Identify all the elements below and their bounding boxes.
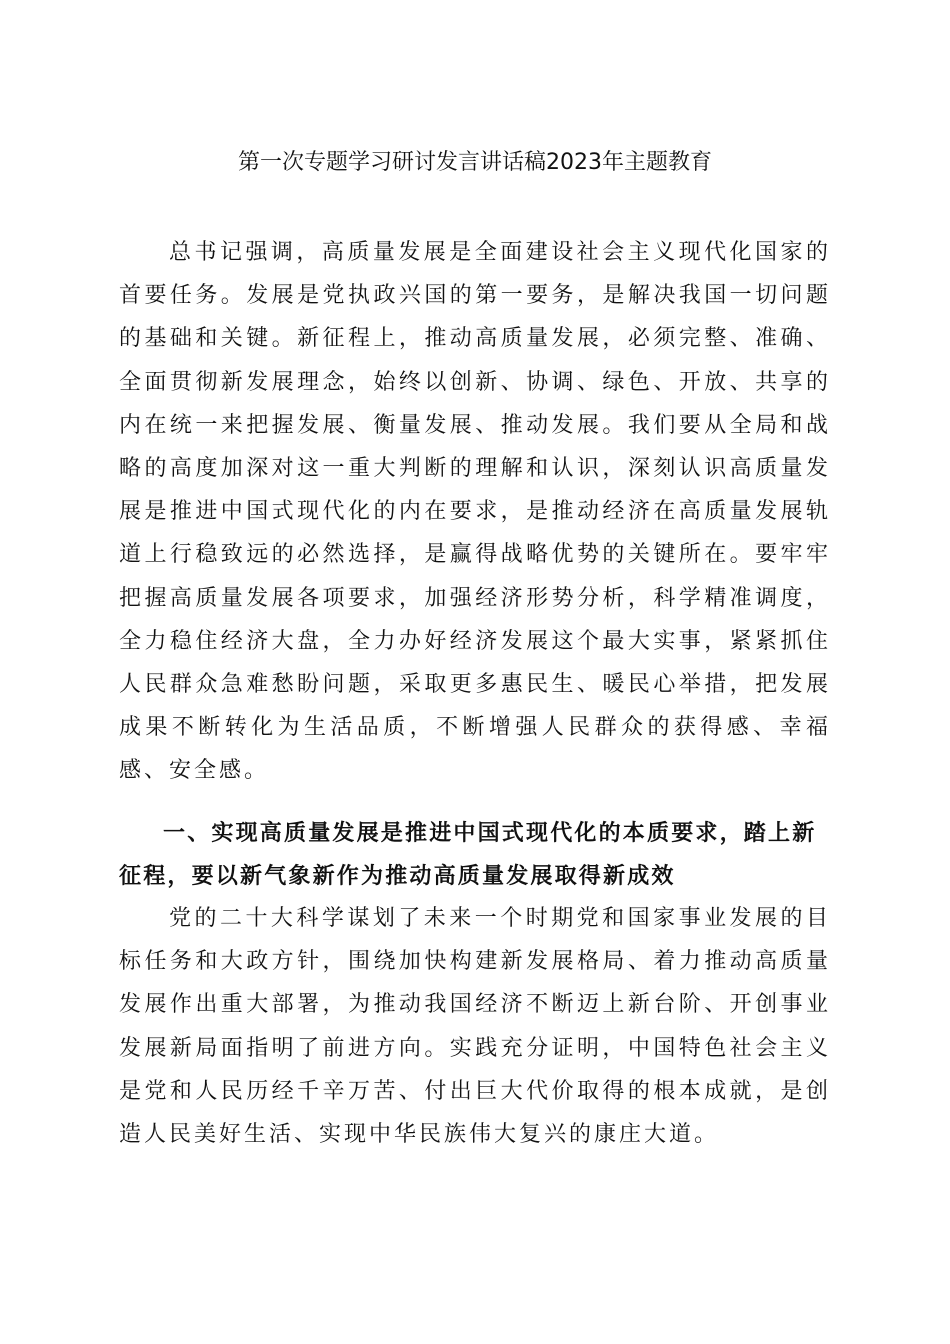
paragraph-intro: 总书记强调，高质量发展是全面建设社会主义现代化国家的首要任务。发展是党执政兴国的第一要务，是解决我国一切问题的基础和关键。新征程上，推动高质量发展，必须完整、准确、全面贯彻新发展理念，始终以创新、协调、绿色、开放、共享的内在统一来把握发展、衡量发展、推动发展。我们要从全局和战略的高度加深对这一重大判断的理解和认识，深刻认识高质量发展是推进中国式现代化的内在要求，是推动经济在高质量发展轨道上行稳致远的必然选择，是赢得战略优势的关键所在。要牢牢把握高质量发展各项要求，加强经济形势分析，科学精准调度，全力稳住经济大盘，全力办好经济发展这个最大实事，紧紧抓住人民群众急难愁盼问题，采取更多惠民生、暖民心举措，把发展成果不断转化为生活品质，不断增强人民群众的获得感、幸福感、安全感。 [119,240,831,784]
document-title: 第一次专题学习研讨发言讲话稿2023年主题教育 [238,150,712,175]
paragraph-section-1: 党的二十大科学谋划了未来一个时期党和国家事业发展的目标任务和大政方针，围绕加快构建新发展格局、着力推动高质量发展作出重大部署，为推动我国经济不断迈上新台阶、开创事业发展新局面指明了前进方向。实践充分证明，中国特色社会主义是党和人民历经千辛万苦、付出巨大代价取得的根本成就，是创造人民美好生活、实现中华民族伟大复兴的康庄大道。 [119,906,831,1148]
section-heading-1: 一、实现高质量发展是推进中国式现代化的本质要求，踏上新征程，要以新气象新作为推动高质量发展取得新成效 [119,821,817,890]
